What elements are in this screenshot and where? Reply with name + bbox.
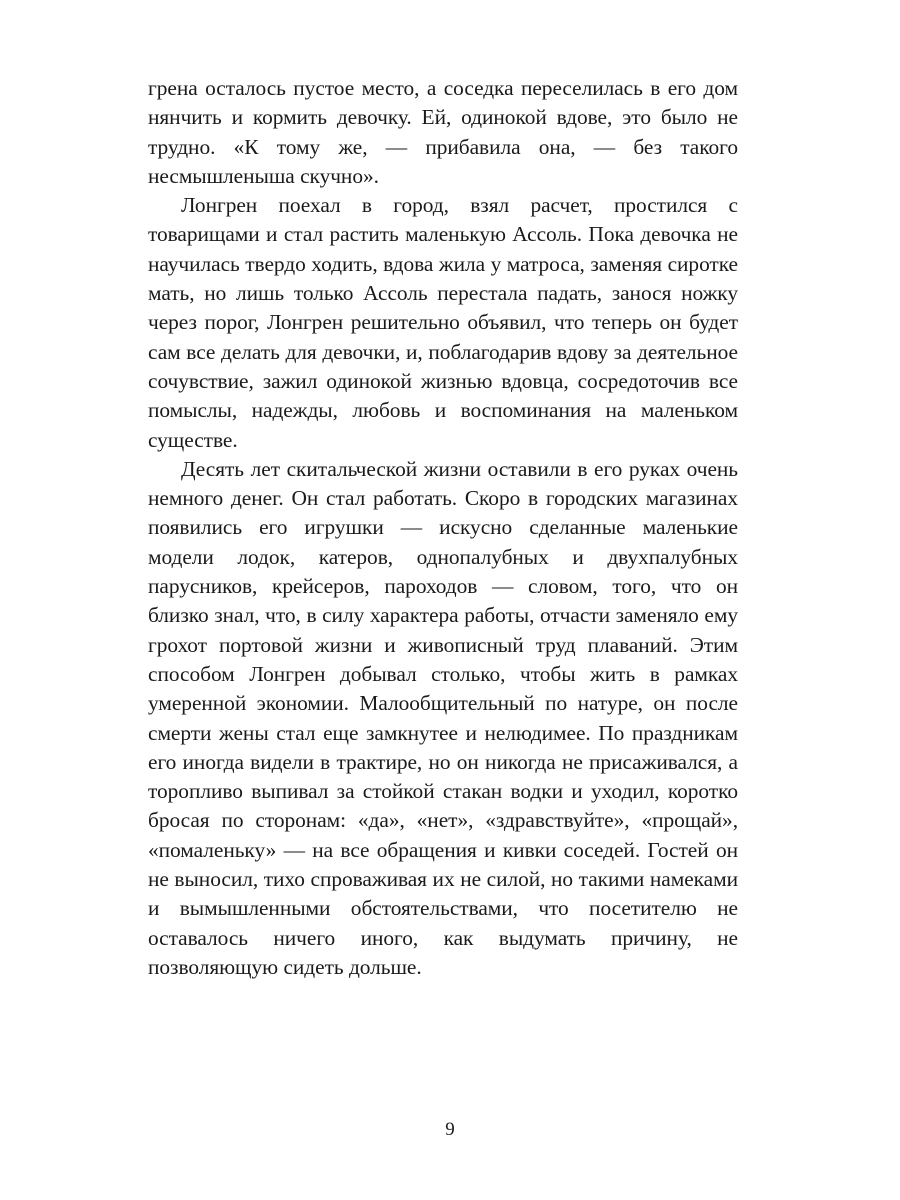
body-text-block — [148, 74, 738, 982]
paragraph-longren-city: Лонгрен поехал в город, взял расчет, простился с товарищами и стал растить маленькую Ассоль. Пока девочка не научилась твердо ходить, вдова жила у матроса, заменяя сиротке мать, но лишь только Ассоль перестала падать, занося ножку через порог, Лонгрен решительно объявил, что теперь он будет сам все делать для девочки, и, поблагодарив вдову за деятельное сочувствие, зажил одинокой жизнью вдовца, сосредоточив все помыслы, надежды, любовь и воспоминания на маленьком существе. — [148, 193, 738, 452]
paragraph-continuation: грена осталось пустое место, а соседка переселилась в его дом нянчить и кормить девочку. Ей, одинокой вдове, это было не трудно. «К тому же, — прибавила она, — без такого несмышленыша скучно». — [148, 76, 738, 188]
page-number: 9 — [445, 1119, 455, 1140]
paragraph-ten-years: Десять лет скитальческой жизни оставили в его руках очень немного денег. Он стал работать. Скоро в городских магазинах появились его игрушки — искусно сделанные маленькие модели лодок, катеров, однопалубных и двухпалубных парусников, крейсеров, пароходов — словом, того, что он близко знал, что, в силу характера работы, отчасти заменяло ему грохот портовой жизни и живописный труд плаваний. Этим способом Лонгрен добывал столько, чтобы жить в рамках умеренной экономии. Малообщительный по натуре, он после смерти жены стал еще замкнутее и нелюдимее. По праздникам его иногда видели в трактире, но он никогда не присаживался, а торопливо выпивал за стойкой стакан водки и уходил, коротко бросая по сторонам: «да», «нет», «здравствуйте», «прощай», «помаленьку» — на все обращения и кивки соседей. Гостей он не выносил, тихо спроваживая их не силой, но такими намеками и вымышленными обстоятельствами, что посетителю не оставалось ничего иного, как выдумать причину, не позволяющую сидеть дольше. — [148, 456, 738, 979]
